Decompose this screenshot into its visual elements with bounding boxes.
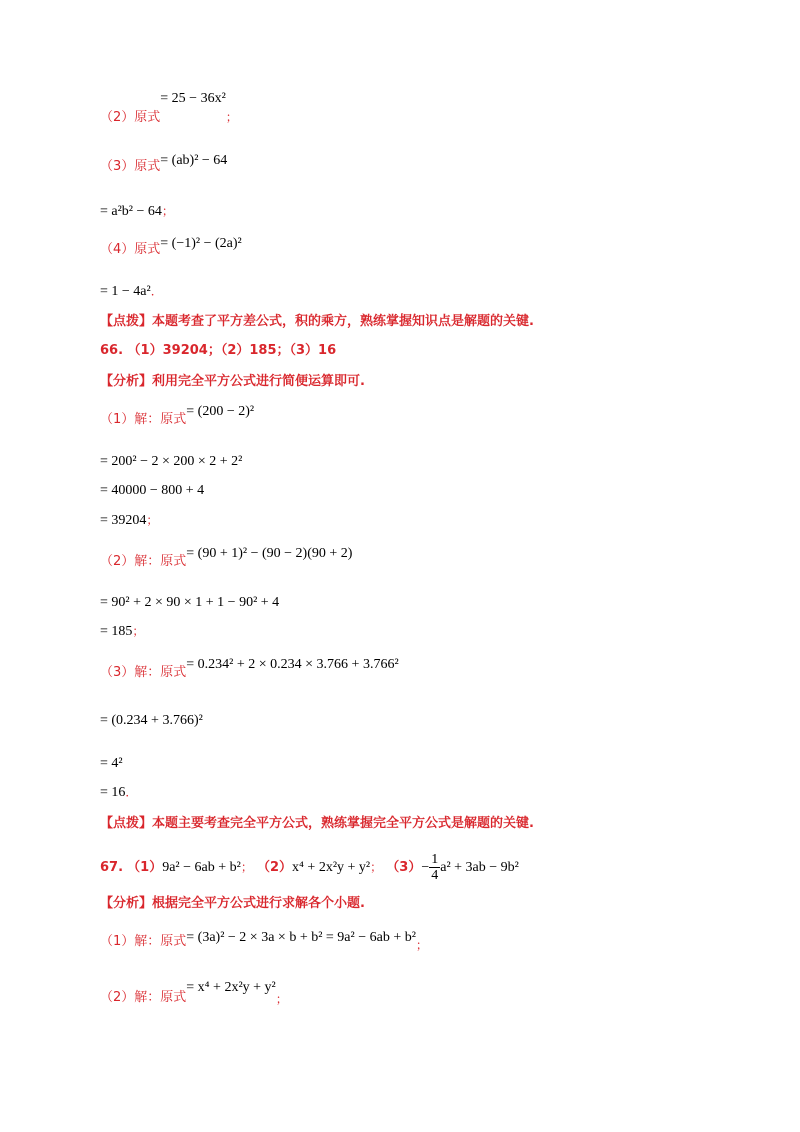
math-expression: x⁴ + 2x²y + y² bbox=[292, 860, 371, 875]
part-label: （1） bbox=[127, 860, 163, 875]
step-label: （1）解：原式 bbox=[100, 412, 187, 427]
punctuation: ； bbox=[161, 204, 174, 218]
line-66-1-step2 bbox=[100, 482, 204, 500]
fraction-numerator: 1 bbox=[431, 852, 439, 867]
math-expression: = 16 bbox=[100, 785, 126, 800]
fraction bbox=[429, 852, 440, 883]
math-expression: = a²b² − 64 bbox=[100, 204, 162, 219]
punctuation: ； bbox=[275, 992, 288, 1006]
answer-text: 66. （1）39204；（2）185；（3）16 bbox=[100, 343, 337, 358]
math-expression: = 0.234² + 2 × 0.234 × 3.766 + 3.766² bbox=[186, 657, 399, 672]
line-66-1-original bbox=[100, 403, 255, 427]
math-expression: = (−1)² − (2a)² bbox=[160, 236, 242, 251]
punctuation: ； bbox=[146, 513, 159, 527]
line-67-1 bbox=[100, 928, 428, 952]
step-label: （2）原式 bbox=[100, 110, 161, 125]
step-label: （2）解：原式 bbox=[100, 990, 187, 1005]
answer-67 bbox=[100, 852, 519, 883]
part-label: （3） bbox=[386, 860, 422, 875]
math-expression: = (90 + 1)² − (90 − 2)(90 + 2) bbox=[186, 546, 353, 561]
math-expression: = 40000 − 800 + 4 bbox=[100, 483, 205, 498]
line-66-2-original bbox=[100, 545, 353, 569]
math-expression: = 39204 bbox=[100, 513, 147, 528]
math-expression: 9a² − 6ab + b² bbox=[162, 860, 241, 875]
step-label: （1）解：原式 bbox=[100, 934, 187, 949]
line-66-3-step2 bbox=[100, 755, 123, 773]
answer-66 bbox=[100, 342, 336, 360]
punctuation: ； bbox=[415, 938, 428, 952]
line-4-step bbox=[100, 282, 163, 301]
math-expression: = 200² − 2 × 200 × 2 + 2² bbox=[100, 454, 243, 469]
punctuation: ． bbox=[150, 284, 163, 298]
answer-number: 67. bbox=[100, 860, 124, 875]
minus-sign: − bbox=[421, 860, 430, 875]
punctuation: ； bbox=[370, 860, 383, 874]
line-66-3-original bbox=[100, 656, 399, 680]
math-expression: = (0.234 + 3.766)² bbox=[100, 713, 203, 728]
line-67-2 bbox=[100, 980, 288, 1006]
math-expression: = (3a)² − 2 × 3a × b + b² = 9a² − 6ab + b² bbox=[186, 930, 416, 945]
math-expression: = x⁴ + 2x²y + y² bbox=[186, 980, 276, 995]
math-expression: = 4² bbox=[100, 756, 123, 771]
line-3-step bbox=[100, 202, 174, 221]
step-label: （2）解：原式 bbox=[100, 554, 187, 569]
analysis-text: 根据完全平方公式进行求解各个小题. bbox=[152, 896, 365, 911]
math-expression: = 1 − 4a² bbox=[100, 284, 151, 299]
analysis-tag: 【分析】 bbox=[100, 374, 153, 389]
analysis-text: 利用完全平方公式进行简便运算即可. bbox=[152, 374, 365, 389]
step-label: （4）原式 bbox=[100, 242, 161, 257]
hint-text: 本题主要考查完全平方公式，熟练掌握完全平方公式是解题的关键. bbox=[152, 816, 534, 831]
punctuation: ； bbox=[225, 110, 238, 124]
step-label: （3）解：原式 bbox=[100, 665, 187, 680]
line-66-1-step3 bbox=[100, 511, 158, 530]
analysis-tag: 【分析】 bbox=[100, 896, 153, 911]
math-expression: = (ab)² − 64 bbox=[160, 153, 228, 168]
hint-tag: 【点拨】 bbox=[100, 816, 153, 831]
hint-line-66 bbox=[100, 815, 534, 833]
hint-text: 本题考查了平方差公式，积的乘方，熟练掌握知识点是解题的关键. bbox=[152, 314, 534, 329]
analysis-line bbox=[100, 373, 365, 391]
punctuation: ； bbox=[132, 624, 145, 638]
math-expression: = 90² + 2 × 90 × 1 + 1 − 90² + 4 bbox=[100, 595, 280, 610]
line-4-original bbox=[100, 235, 242, 257]
hint-line bbox=[100, 313, 534, 331]
line-66-3-step3 bbox=[100, 783, 137, 802]
fraction-denominator: 4 bbox=[431, 868, 439, 883]
punctuation: ． bbox=[125, 785, 138, 799]
punctuation: ； bbox=[240, 860, 253, 874]
hint-tag: 【点拨】 bbox=[100, 314, 153, 329]
math-expression: = 185 bbox=[100, 624, 133, 639]
step-label: （3）原式 bbox=[100, 159, 161, 174]
math-expression: = 25 − 36x² bbox=[160, 91, 226, 106]
line-66-1-step1 bbox=[100, 453, 242, 471]
part-label: （2） bbox=[257, 860, 293, 875]
line-66-2-step2 bbox=[100, 622, 144, 641]
line-3-original bbox=[100, 152, 228, 174]
line-66-3-step1 bbox=[100, 712, 203, 730]
analysis-line-67 bbox=[100, 895, 365, 913]
line-66-2-step1 bbox=[100, 594, 279, 612]
line-2-original bbox=[100, 91, 238, 125]
math-expression: = (200 − 2)² bbox=[186, 404, 255, 419]
math-expression: a² + 3ab − 9b² bbox=[440, 860, 519, 875]
